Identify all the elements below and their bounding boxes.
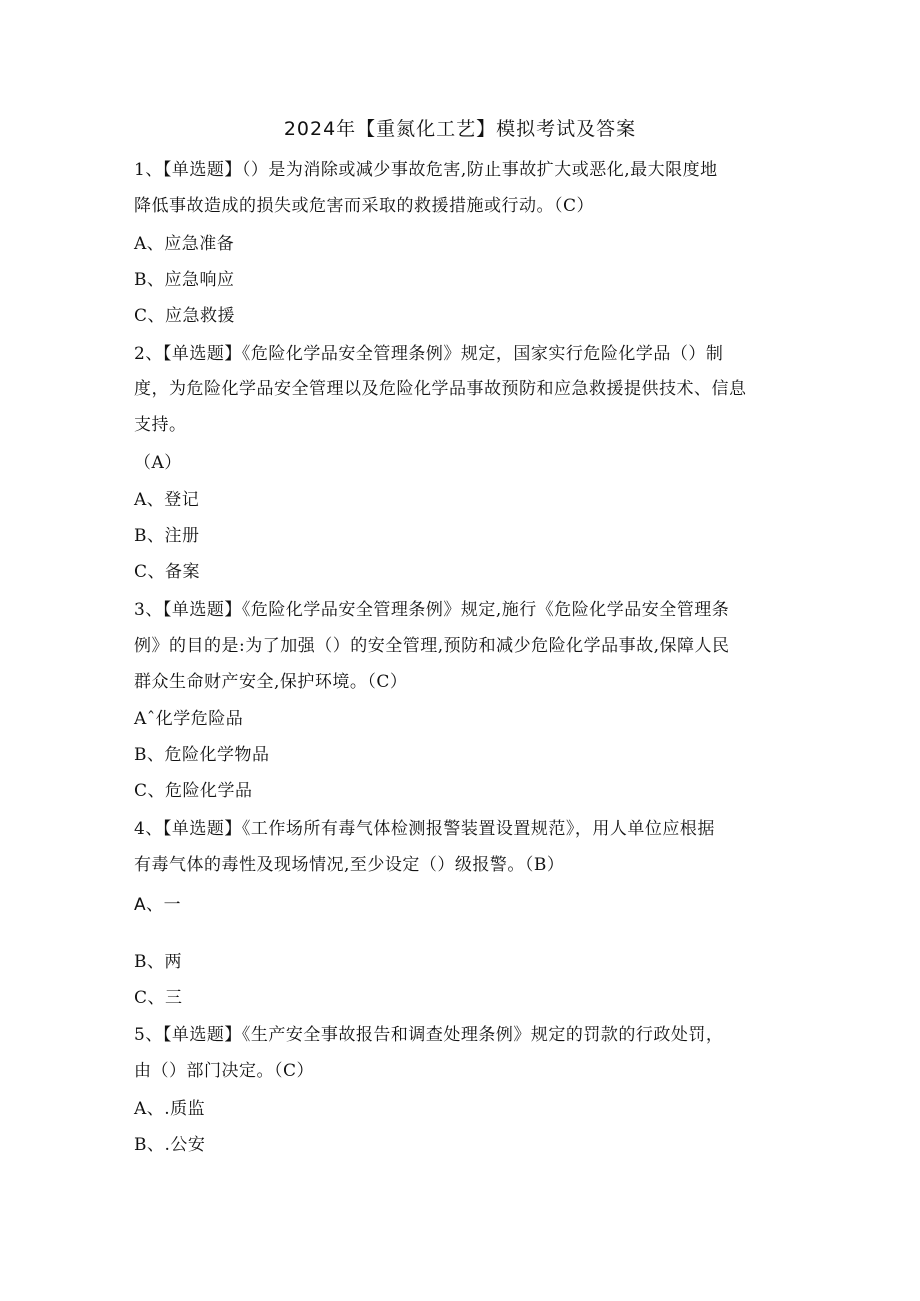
question-4-line-1: 4、【单选题】《工作场所有毒气体检测报警装置设置规范》，用人单位应根据 [134, 819, 715, 839]
question-3-option-b: B、危险化学物品 [134, 745, 270, 765]
question-3-line-1: 3、【单选题】《危险化学品安全管理条例》规定,施行《危险化学品安全管理条 [134, 600, 730, 620]
question-4-line-2: 有毒气体的毒性及现场情况,至少设定（）级报警。（B） [134, 855, 565, 875]
question-2-option-c: C、备案 [134, 562, 201, 582]
question-2-line-4: （A） [134, 453, 182, 473]
question-2-line-1: 2、【单选题】《危险化学品安全管理条例》规定，国家实行危险化学品（）制 [134, 344, 724, 364]
question-2-line-3: 支持。 [134, 415, 187, 435]
question-4-option-a: A、一 [134, 895, 182, 915]
question-5-option-b: B、.公安 [134, 1135, 206, 1155]
question-5-line-2: 由（）部门决定。（C） [134, 1061, 315, 1081]
question-3-option-a: Aˆ化学危险品 [134, 709, 244, 729]
question-3-option-c: C、危险化学品 [134, 781, 253, 801]
question-4-option-b: B、两 [134, 952, 182, 972]
question-2-option-a: A、登记 [134, 490, 200, 510]
question-4-option-c: C、三 [134, 988, 183, 1008]
question-1-option-c: C、应急救援 [134, 306, 236, 326]
question-3-line-3: 群众生命财产安全,保护环境。（C） [134, 672, 408, 692]
question-2-line-2: 度，为危险化学品安全管理以及危险化学品事故预防和应急救援提供技术、信息 [134, 379, 747, 399]
question-1-option-a: A、应急准备 [134, 234, 235, 254]
question-3-line-2: 例》的目的是:为了加强（）的安全管理,预防和减少危险化学品事故,保障人民 [134, 636, 730, 656]
question-2-option-b: B、注册 [134, 526, 200, 546]
document-title: 2024年【重氮化工艺】模拟考试及答案 [283, 118, 637, 140]
question-1-option-b: B、应急响应 [134, 270, 235, 290]
question-1-line-1: 1、【单选题】（）是为消除或减少事故危害,防止事故扩大或恶化,最大限度地 [134, 160, 718, 180]
question-5-line-1: 5、【单选题】《生产安全事故报告和调查处理条例》规定的罚款的行政处罚， [134, 1025, 724, 1045]
question-5-option-a: A、.质监 [134, 1099, 206, 1119]
question-1-line-2: 降低事故造成的损失或危害而采取的救援措施或行动。（C） [134, 196, 595, 216]
